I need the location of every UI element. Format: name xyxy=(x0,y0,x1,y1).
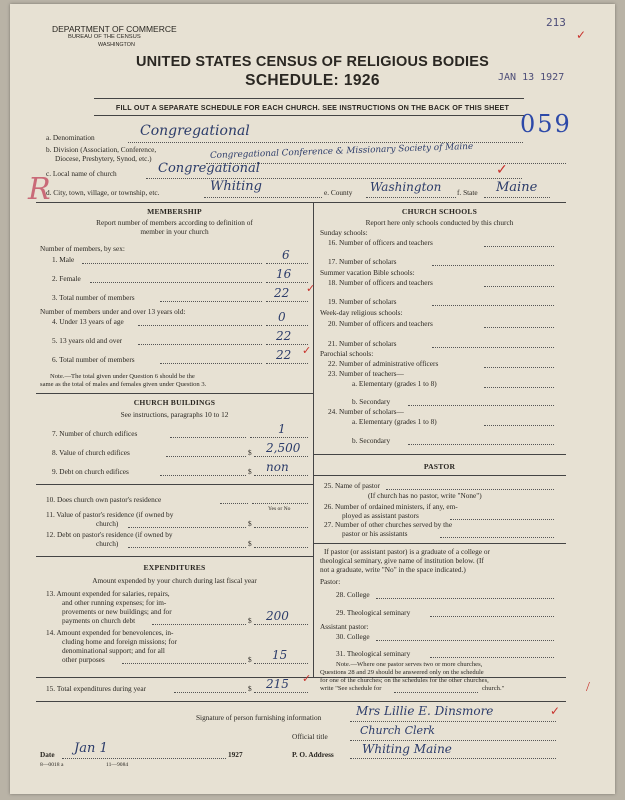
q20-label: 20. Number of officers and teachers xyxy=(328,319,433,328)
q1-value: 6 xyxy=(282,248,290,262)
division-label-line2: Diocese, Presbytery, Synod, etc.) xyxy=(55,154,152,163)
q15-value: 215 xyxy=(266,677,289,691)
q12-label-line1: 12. Debt on pastor's residence (if owned by xyxy=(46,530,173,539)
division-value: Congregational Conference & Missionary Society of Maine xyxy=(209,141,474,161)
state-value: Maine xyxy=(496,180,538,195)
official-title-label: Official title xyxy=(292,732,328,741)
table-top-rule xyxy=(36,202,566,203)
membership-sub1: Report number of members according to definition of xyxy=(96,218,253,227)
q9-dollar: $ xyxy=(248,467,252,476)
q11-dollar: $ xyxy=(248,519,252,528)
membership-note-line2: same as the total of males and females given under Question 3. xyxy=(40,381,207,388)
q8-dollar: $ xyxy=(248,448,252,457)
yes-no-hint: Yes or No xyxy=(268,506,291,512)
q12-label-line2: church) xyxy=(96,539,119,548)
q24a-label: a. Elementary (grades 1 to 8) xyxy=(352,417,437,426)
q1-label: 1. Male xyxy=(52,255,75,264)
q14-label-line2: cluding home and foreign missions; for xyxy=(62,637,177,646)
schools-sub: Report here only schools conducted by this church xyxy=(365,218,514,227)
county-label: e. County xyxy=(324,188,353,197)
q28-label: 28. College xyxy=(336,590,370,599)
graduate-intro-line1: If pastor (or assistant pastor) is a graduate of a college or xyxy=(324,547,490,556)
pastor-heading: PASTOR xyxy=(423,462,456,471)
q13-value: 200 xyxy=(266,609,289,623)
department-label: DEPARTMENT OF COMMERCE xyxy=(52,24,177,34)
q4-value: 0 xyxy=(278,310,286,324)
graduate-intro-line3: not a graduate, write "No" in the space indicated.) xyxy=(320,565,466,574)
buildings-rule xyxy=(36,393,313,394)
q11-label-line2: church) xyxy=(96,519,119,528)
residence-rule xyxy=(36,484,313,485)
city-value: Whiting xyxy=(210,179,262,194)
q18-label: 18. Number of officers and teachers xyxy=(328,278,433,287)
expenditures-heading: EXPENDITURES xyxy=(143,563,206,572)
pastor-note-line5: church." xyxy=(482,685,505,692)
q15-label: 15. Total expenditures during year xyxy=(46,684,147,693)
expenditures-sub: Amount expended by your church during last fiscal year xyxy=(92,576,257,585)
q23a-label: a. Elementary (grades 1 to 8) xyxy=(352,379,437,388)
received-date-stamp: JAN 13 1927 xyxy=(498,72,565,83)
q13-label-line1: 13. Amount expended for salaries, repairs, xyxy=(46,589,170,598)
q12-dollar: $ xyxy=(248,539,252,548)
q8-value: 2,500 xyxy=(266,441,301,455)
q29-label: 29. Theological seminary xyxy=(336,608,411,617)
q11-label-line1: 11. Value of pastor's residence (if owned by xyxy=(46,510,174,519)
q14-dollar: $ xyxy=(248,655,252,664)
instructions-banner: FILL OUT A SEPARATE SCHEDULE FOR EACH CHURCH. SEE INSTRUCTIONS ON THE BACK OF THIS SHEET xyxy=(115,103,510,112)
column-divider xyxy=(313,202,314,677)
check-mark-icon: ✓ xyxy=(576,28,587,42)
membership-note-line1: Note.—The total given under Question 6 should be the xyxy=(50,373,195,380)
check-mark-icon: ✓ xyxy=(302,345,312,357)
q9-value: non xyxy=(266,460,289,474)
q13-dollar: $ xyxy=(248,616,252,625)
q5-value: 22 xyxy=(276,329,292,343)
q19-label: 19. Number of scholars xyxy=(328,297,397,306)
signature-label: Signature of person furnishing information xyxy=(196,713,322,722)
q24b-label: b. Secondary xyxy=(352,436,391,445)
q13-label-line4: payments on church debt xyxy=(62,616,136,625)
q5-label: 5. 13 years old and over xyxy=(52,336,123,345)
graduate-intro-line2: theological seminary, give name of institution below. (If xyxy=(320,556,484,565)
q14-value: 15 xyxy=(272,648,288,662)
pastor-note-line3: for one of the churches; on the schedules for the other churches, xyxy=(320,677,489,684)
q16-label: 16. Number of officers and teachers xyxy=(328,238,433,247)
expenditures-rule xyxy=(36,556,313,557)
q26-label-line2: ployed as assistant pastors xyxy=(342,511,419,520)
q3-value: 22 xyxy=(274,286,290,300)
official-title-value: Church Clerk xyxy=(360,724,435,737)
city-label: WASHINGTON xyxy=(98,42,135,48)
q13-label-line3: provements or new buildings; and for xyxy=(62,607,172,616)
print-number: 11—9084 xyxy=(106,762,129,768)
pastor-note-line4: write "See schedule for xyxy=(320,685,382,692)
census-schedule-sheet xyxy=(10,4,615,794)
q27-label-line2: pastor or his assistants xyxy=(342,529,408,538)
buildings-sub: See instructions, paragraphs 10 to 12 xyxy=(120,410,229,419)
q17-label: 17. Number of scholars xyxy=(328,257,397,266)
q15-dollar: $ xyxy=(248,684,252,693)
pastor-note-line1: Note.—Where one pastor serves two or more churches, xyxy=(336,661,483,668)
po-address-label: P. O. Address xyxy=(292,750,334,759)
form-number: 8—0018 a xyxy=(40,762,64,768)
q27-label-line1: 27. Number of other churches served by the xyxy=(324,520,453,529)
date-label: Date xyxy=(40,750,55,759)
header-rule-bottom xyxy=(94,115,524,116)
local-name-label: c. Local name of church xyxy=(46,169,117,178)
q7-label: 7. Number of church edifices xyxy=(52,429,138,438)
q14-label-line4: other purposes xyxy=(62,655,105,664)
q30-label: 30. College xyxy=(336,632,370,641)
date-value: Jan 1 xyxy=(74,741,108,756)
header-rule-top xyxy=(94,98,524,99)
denomination-label: a. Denomination xyxy=(46,133,95,142)
q8-label: 8. Value of church edifices xyxy=(52,448,130,457)
schedule-number-stamp: 213 xyxy=(546,16,566,29)
q23b-label: b. Secondary xyxy=(352,397,391,406)
schools-heading: CHURCH SCHOOLS xyxy=(401,207,478,216)
parochial-label: Parochial schools: xyxy=(320,349,374,358)
city-label: d. City, town, village, or township, etc. xyxy=(46,188,160,197)
po-address-value: Whiting Maine xyxy=(362,742,452,756)
q25-note: (If church has no pastor, write "None") xyxy=(368,491,482,500)
membership-heading: MEMBERSHIP xyxy=(147,207,202,216)
county-value: Washington xyxy=(370,180,442,194)
q24-label: 24. Number of scholars— xyxy=(328,407,404,416)
age-intro-label: Number of members under and over 13 years old: xyxy=(40,307,186,316)
graduate-rule xyxy=(313,543,566,544)
q22-label: 22. Number of administrative officers xyxy=(328,359,439,368)
q4-label: 4. Under 13 years of age xyxy=(52,317,124,326)
q21-label: 21. Number of scholars xyxy=(328,339,397,348)
q10-label: 10. Does church own pastor's residence xyxy=(46,495,162,504)
bureau-label: BUREAU OF THE CENSUS xyxy=(68,34,141,40)
check-mark-icon: ✓ xyxy=(496,163,508,178)
check-mark-icon: ✓ xyxy=(550,704,561,718)
pastor-heading-rule xyxy=(313,475,566,476)
code-number: 059 xyxy=(520,110,572,138)
q31-label: 31. Theological seminary xyxy=(336,649,411,658)
buildings-heading: CHURCH BUILDINGS xyxy=(133,398,216,407)
q3-label: 3. Total number of members xyxy=(52,293,135,302)
pastor-note-line2: Questions 28 and 29 should be answered only on the schedule xyxy=(320,669,484,676)
signature-value: Mrs Lillie E. Dinsmore xyxy=(356,704,494,718)
q9-label: 9. Debt on church edifices xyxy=(52,467,129,476)
pastor-rule xyxy=(313,454,566,455)
denomination-value: Congregational xyxy=(140,123,250,139)
q23-label: 23. Number of teachers— xyxy=(328,369,404,378)
weekday-label: Week-day religious schools: xyxy=(320,308,403,317)
state-label: f. State xyxy=(457,188,478,197)
signature-rule xyxy=(36,701,566,702)
check-mark-icon: ✓ xyxy=(306,283,316,295)
check-mark-icon: / xyxy=(586,680,590,695)
schedule-title: SCHEDULE: 1926 xyxy=(245,72,380,89)
members-by-sex-label: Number of members, by sex: xyxy=(40,244,125,253)
q13-label-line2: and other running expenses; for im- xyxy=(62,598,167,607)
sunday-label: Sunday schools: xyxy=(320,228,368,237)
q2-value: 16 xyxy=(276,267,292,281)
q2-label: 2. Female xyxy=(52,274,81,283)
q14-label-line3: denominational support; and for all xyxy=(62,646,165,655)
q14-label-line1: 14. Amount expended for benevolences, in- xyxy=(46,628,174,637)
q6-label: 6. Total number of members xyxy=(52,355,135,364)
q26-label-line1: 26. Number of ordained ministers, if any, em- xyxy=(324,502,458,511)
assistant-sub-label: Assistant pastor: xyxy=(320,622,369,631)
q6-value: 22 xyxy=(276,348,292,362)
local-name-value: Congregational xyxy=(158,161,260,176)
form-title: UNITED STATES CENSUS OF RELIGIOUS BODIES xyxy=(135,54,490,70)
division-label-line1: b. Division (Association, Conference, xyxy=(46,145,157,154)
membership-sub2: member in your church xyxy=(140,227,209,236)
check-mark-icon: ✓ xyxy=(302,673,312,685)
q25-label: 25. Name of pastor xyxy=(324,481,380,490)
summer-label: Summer vacation Bible schools: xyxy=(320,268,415,277)
margin-mark: R xyxy=(28,172,51,207)
pastor-sub-label: Pastor: xyxy=(320,577,341,586)
year-label: 1927 xyxy=(228,750,243,759)
q7-value: 1 xyxy=(278,422,286,436)
